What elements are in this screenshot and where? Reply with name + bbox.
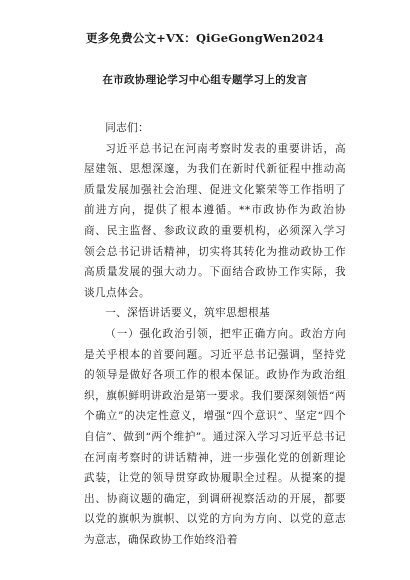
- document-body: [84, 118, 346, 550]
- promo-banner: 更多免费公文+VX：QiGeGongWen2024: [85, 31, 325, 45]
- body-paragraph-intro: 习近平总书记在河南考察时发表的重要讲话，高屋建瓴、思想深邃，为我们在新时代新征程中推动高质量发展加强社会治理、促进文化繁荣等工作指明了前进方向，提供了根本遵循。**市政协作为政治协商、民主监督、参政议政的重要机构，必须深入学习领会总书记讲话精神，切实将其转化为推动政协工作高质量发展的强大动力。下面结合政协工作实际，我谈几点体会。: [84, 142, 346, 299]
- salutation: 同志们：: [105, 122, 150, 134]
- section-heading: 一、深悟讲话要义，筑牢思想根基: [105, 307, 271, 320]
- body-paragraph-subsection: （一）强化政治引领，把牢正确方向。政治方向是关乎根本的首要问题。习近平总书记强调，坚持党的领导是做好各项工作的根本保证。政协作为政治组织，旗帜鲜明讲政治是第一要求。我们要深刻领悟“两个确立”的决定性意义，增强“四个意识”、坚定“四个自信”、做到“两个维护”。通过深入学习习近平总书记在河南考察时的讲话精神，进一步强化党的创新理论武装，让党的领导贯穿政协履职全过程。从提案的提出、协商议题的确定，到调研视察活动的开展，都要以党的旗帜为旗帜、以党的方向为方向、以党的意志为意志，确保政协工作始终沿着: [84, 327, 346, 546]
- document-title: 在市政协理论学习中心组专题学习上的发言: [102, 74, 308, 86]
